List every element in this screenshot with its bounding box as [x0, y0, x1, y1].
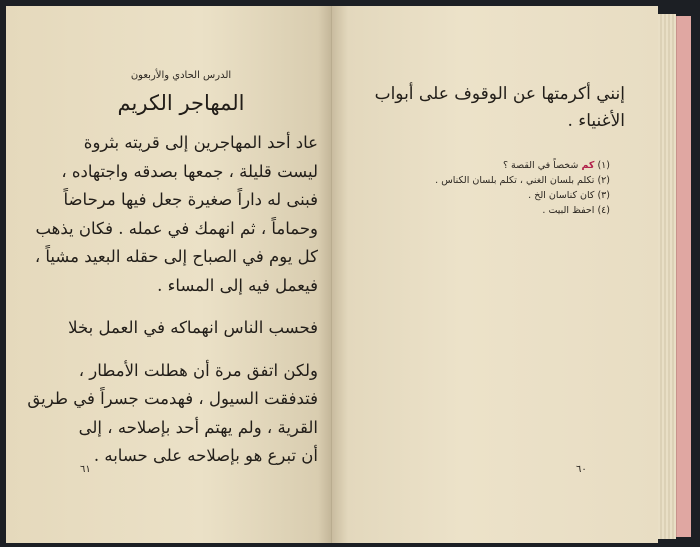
lead-line: الأغنياء .	[567, 111, 625, 131]
question-item	[400, 203, 610, 218]
body-line: فحسب الناس انهماكه في العمل بخلا	[68, 318, 318, 337]
lead-line: إنني أكرمتها عن الوقوف على أبواب	[374, 84, 625, 104]
question-item	[400, 173, 610, 188]
body-line: فيعمل فيه إلى المساء .	[157, 275, 318, 295]
question-text: شخصاً في القصة ؟	[502, 160, 579, 171]
running-head: الدرس الحادي والأربعون	[130, 70, 232, 81]
question-number: (٣)	[597, 190, 610, 201]
question-text: احفظ البيت .	[542, 205, 595, 216]
body-line: ليست قليلة ، جمعها بصدقه واجتهاده ،	[61, 161, 318, 181]
lesson-body	[27, 129, 318, 471]
paragraph-gap	[36, 300, 318, 314]
question-text: تكلم بلسان الغني ، تكلم بلسان الكناس .	[435, 175, 595, 186]
body-line: ولكن اتفق مرة أن هطلت الأمطار ،	[78, 360, 318, 380]
page-number-right: ٦٠	[576, 464, 587, 475]
question-item	[400, 188, 610, 203]
page-number-left: ٦١	[80, 464, 91, 475]
exercise-questions	[400, 158, 610, 218]
open-book	[6, 6, 696, 543]
body-line: عاد أحد المهاجرين إلى قريته بثروة	[83, 133, 318, 152]
lesson-title: المهاجر الكريم	[117, 91, 245, 115]
question-item	[400, 158, 610, 173]
page-edges	[658, 14, 676, 539]
question-number: (٢)	[597, 175, 610, 186]
highlighted-word: كم	[581, 160, 595, 171]
left-page	[6, 6, 332, 543]
question-number: (١)	[597, 160, 610, 171]
question-text: كان كناسان الخ .	[528, 190, 595, 201]
body-line: وحماماً ، ثم انهمك في عمله . فكان يذهب	[35, 218, 318, 238]
body-line: القرية ، ولم يهتم أحد بإصلاحه ، إلى	[78, 417, 318, 437]
question-number: (٤)	[597, 205, 610, 216]
body-line: أن تبرع هو بإصلاحه على حسابه .	[93, 446, 318, 465]
lead-text	[360, 81, 625, 135]
body-line: كل يوم في الصباح إلى حقله البعيد مشياً ،	[34, 247, 318, 266]
body-line: فتدفقت السيول ، فهدمت جسراً في طريق	[27, 389, 318, 408]
cover-edge	[676, 16, 691, 537]
body-line: فبنى له داراً صغيرة جعل فيها مرحاضاً	[63, 190, 318, 209]
right-page	[332, 6, 658, 543]
paragraph-gap	[36, 343, 318, 357]
